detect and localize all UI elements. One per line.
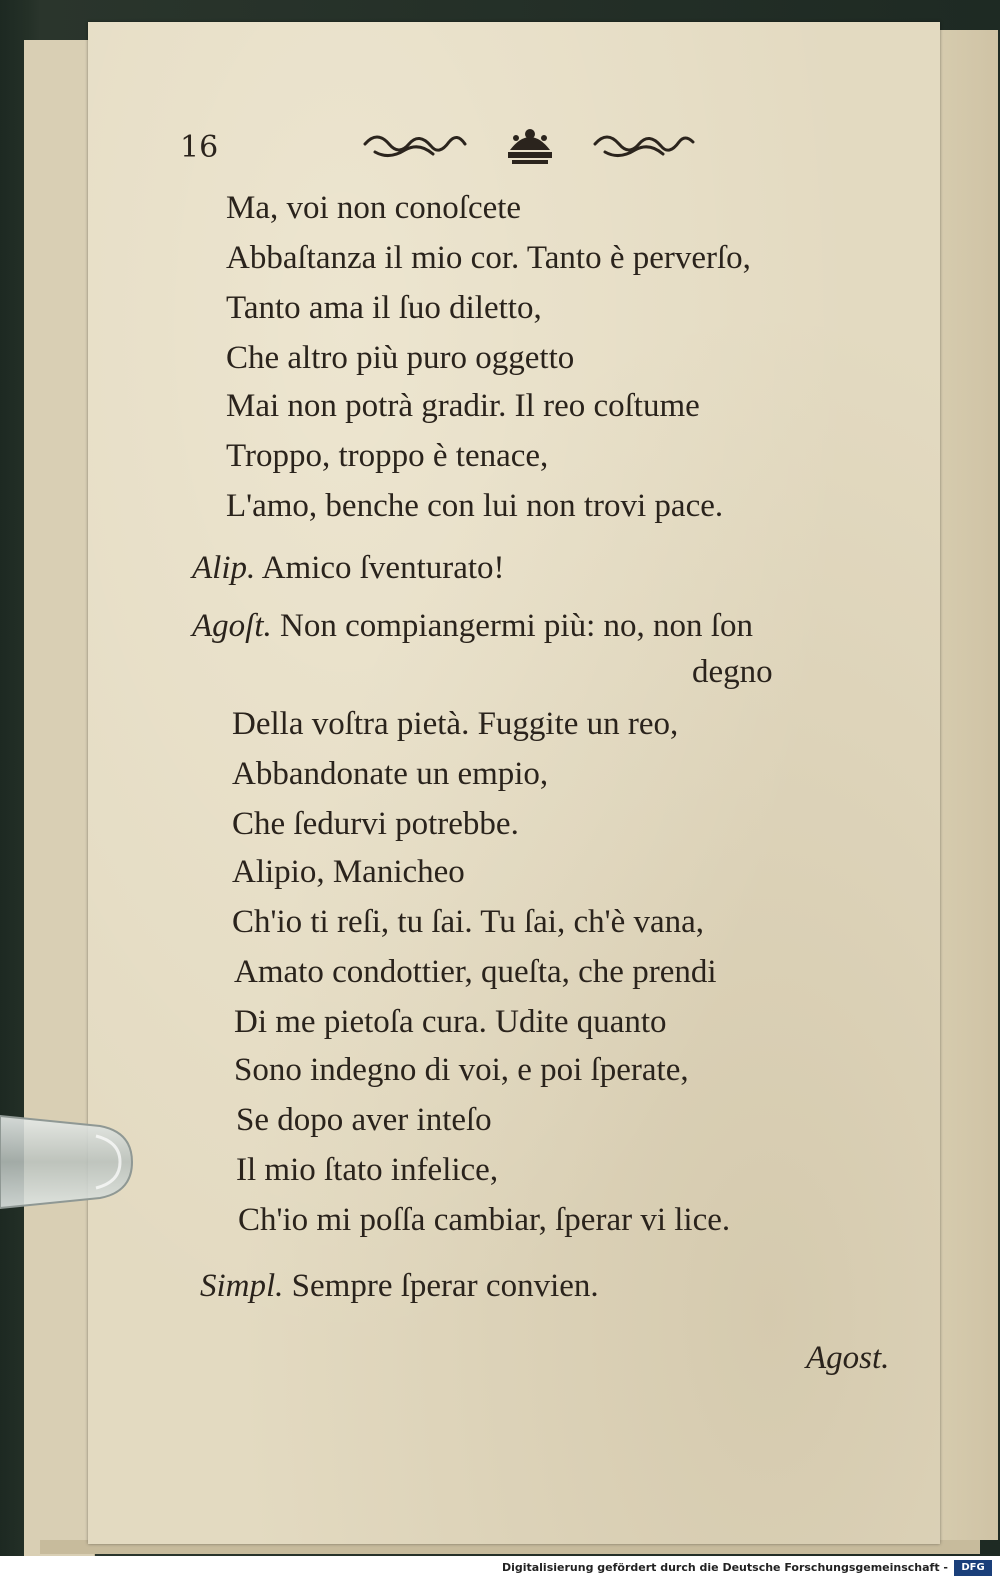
line-text: Ch'io mi poſſa cambiar, ſperar vi lice.: [238, 1202, 731, 1238]
line-text: Amico ſventurato!: [261, 550, 505, 586]
verse-line: [232, 704, 678, 744]
verse-line: [236, 1100, 492, 1140]
verse-line: [234, 1050, 689, 1090]
speech-line: [200, 1266, 599, 1306]
verse-line: [226, 238, 751, 278]
verse-line: [232, 804, 519, 844]
line-text: degno: [692, 654, 773, 690]
line-text: Abbaſtanza il mio cor. Tanto è perverſo,: [226, 240, 751, 276]
page-number: 16: [180, 130, 219, 165]
back-page-right: [930, 30, 998, 1540]
line-text: Che ſedurvi potrebbe.: [232, 806, 519, 842]
line-text: Se dopo aver inteſo: [236, 1102, 492, 1138]
speech-line: [192, 606, 753, 646]
page-clip-icon: [0, 1112, 140, 1212]
verse-line: [226, 486, 723, 526]
catchword: Agost.: [806, 1340, 890, 1376]
line-text: L'amo, benche con lui non trovi pace.: [226, 488, 724, 524]
line-text: Di me pietoſa cura. Udite quanto: [234, 1004, 667, 1040]
line-text: Troppo, troppo è tenace,: [226, 438, 549, 474]
verse-line: [234, 952, 717, 992]
line-text: Sono indegno di voi, e poi ſperate,: [234, 1052, 689, 1088]
line-text: Della voſtra pietà. Fuggite un reo,: [232, 706, 679, 742]
verse-line: [226, 188, 521, 228]
verse-line: [226, 436, 548, 476]
line-text: Ma, voi non conoſcete: [226, 190, 522, 226]
verse-line: [232, 754, 548, 794]
line-text: Alipio, Manicheo: [232, 854, 465, 890]
line-text: Tanto ama il ſuo diletto,: [226, 290, 542, 326]
line-text: Abbandonate un empio,: [232, 756, 549, 792]
verse-line: [236, 1150, 498, 1190]
line-text: Mai non potrà gradir. Il reo coſtume: [226, 388, 700, 424]
verse-line: [232, 852, 465, 892]
dfg-logo: DFG: [954, 1560, 992, 1576]
line-text: Non compiangermi più: no, non ſon: [280, 608, 753, 644]
verse-line: [234, 1002, 667, 1042]
back-page-left: [24, 40, 95, 1560]
line-text: Ch'io ti reſi, tu ſai. Tu ſai, ch'è vana,: [232, 904, 705, 940]
verse-line: [232, 902, 704, 942]
speaker-label: Simpl.: [200, 1268, 284, 1304]
verse-line: [226, 338, 574, 378]
line-text: Il mio ſtato infelice,: [236, 1152, 499, 1188]
speaker-label: Alip.: [192, 550, 256, 586]
line-text: Amato condottier, queſta, che prendi: [234, 954, 717, 990]
speaker-label: Agoſt.: [192, 608, 272, 644]
speech-line: [192, 548, 505, 588]
verse-line: [238, 1200, 730, 1240]
printer-ornament-icon: [360, 122, 700, 172]
line-text: Che altro più puro oggetto: [226, 340, 575, 376]
digitization-credit: Digitalisierung gefördert durch die Deutsche Forschungsgemeinschaft -: [501, 1561, 948, 1574]
verse-line: [226, 386, 700, 426]
line-text: Sempre ſperar convien.: [291, 1268, 599, 1304]
verse-line: [226, 288, 542, 328]
verse-line-continuation: [692, 652, 773, 692]
